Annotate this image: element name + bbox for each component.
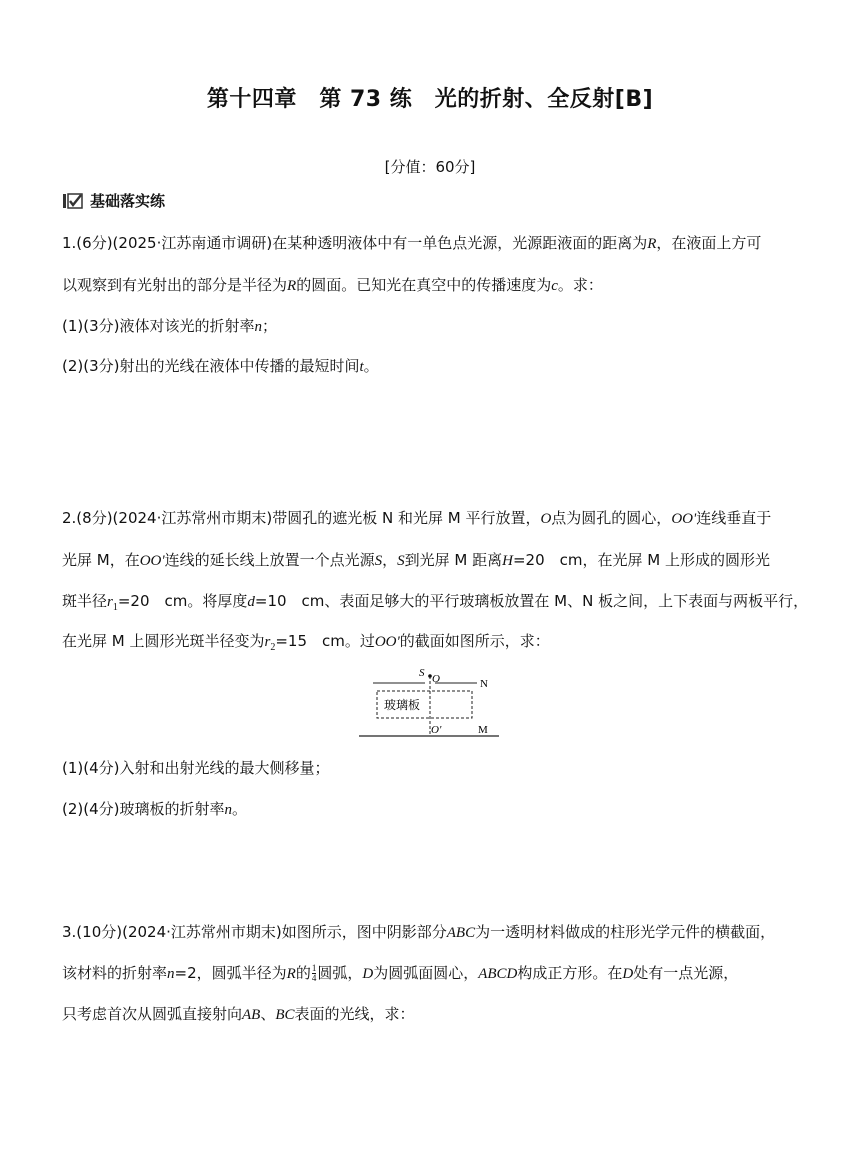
q2-subquestion-2: (2)(4分)玻璃板的折射率n。 (62, 800, 248, 818)
label-S: S (419, 667, 425, 679)
section-title: 基础落实练 (90, 192, 166, 210)
score-label: [分值：60分] (384, 158, 476, 176)
checklist-icon (62, 191, 84, 211)
quarter-fraction: $\frac{1}{4}$ (311, 963, 317, 983)
q2-line-1: 2.(8分)(2024·江苏常州市期末)带圆孔的遮光板 N 和光屏 M 平行放置，O点为圆孔的圆心，OO'连线垂直于 (62, 509, 772, 527)
q2-line-4: 在光屏 M 上圆形光斑半径变为$r_2=15$ cm。过OO'的截面如图所示，求： (62, 632, 550, 653)
q2-line-3: 斑半径$r_1=20$ cm。将厚度d=10 cm、表面足够大的平行玻璃板放置在 M、N 板之间，上下表面与两板平行， (62, 592, 809, 613)
q1-line-1: 1.(6分)(2025·江苏南通市调研)在某种透明液体中有一单色点光源，光源距液面的距离为R，在液面上方可 (62, 234, 762, 252)
label-O-prime: O' (431, 724, 442, 736)
label-O: O (432, 673, 440, 685)
section-header (62, 190, 165, 211)
q2-line-2: 光屏 M，在OO'连线的延长线上放置一个点光源S，S到光屏 M 距离H=20 cm，在光屏 M 上形成的圆形光 (62, 551, 770, 569)
page-title: 第十四章 第 73 练 光的折射、全反射[B] (206, 87, 654, 112)
glass-plate-figure (355, 664, 505, 740)
q3-line-2: 该材料的折射率n=2，圆弧半径为R的 $\frac{1}{4}$ 圆弧，D为圆弧面圆心，ABCD构成正方形。在D处有一点光源， (62, 963, 739, 983)
q1-line-2: 以观察到有光射出的部分是半径为R的圆面。已知光在真空中的传播速度为c。求： (62, 276, 603, 294)
q1-subquestion-2: (2)(3分)射出的光线在液体中传播的最短时间t。 (62, 357, 379, 375)
q1-subquestion-1: (1)(3分)液体对该光的折射率n； (62, 317, 278, 335)
label-glass: 玻璃板 (384, 698, 421, 712)
q3-line-3: 只考虑首次从圆弧直接射向AB、BC表面的光线，求： (62, 1005, 415, 1023)
q2-subquestion-1: (1)(4分)入射和出射光线的最大侧移量； (62, 759, 330, 777)
label-N: N (480, 678, 488, 690)
q3-line-1: 3.(10分)(2024·江苏常州市期末)如图所示，图中阴影部分ABC为一透明材料做成的柱形光学元件的横截面， (62, 923, 776, 941)
label-M: M (478, 724, 488, 736)
